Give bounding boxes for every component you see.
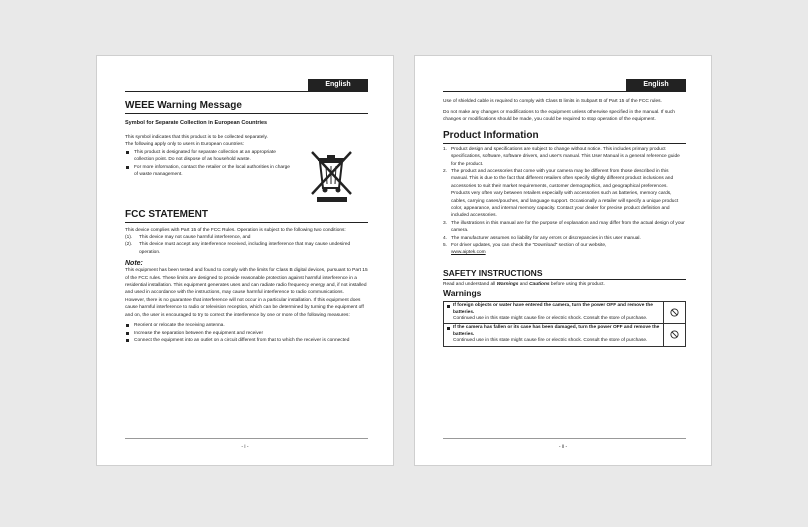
warning-detail-text: Continued use in this state might cause fire or electric shock. Consult the store of purchase. xyxy=(453,316,648,322)
list-item: (1). This device may not cause harmful interference, and xyxy=(125,234,251,240)
prohibited-icon xyxy=(664,302,686,324)
product-info-title: Product Information xyxy=(443,130,686,144)
crossed-out-wheelie-bin-icon xyxy=(304,148,360,204)
product-info-list xyxy=(443,146,686,257)
list-item: 5. For driver updates, you can check the "Download" section of our website, www.aiptek.com xyxy=(443,243,607,256)
weee-paragraph: The following apply only to users in European countries: xyxy=(125,142,244,148)
list-item: This product is designated for separate collection at an appropriate collection point. Do not dispose of as household waste. xyxy=(125,149,290,164)
prohibited-icon xyxy=(664,324,686,346)
warnings-title: Warnings xyxy=(443,288,482,299)
safety-title: SAFETY INSTRUCTIONS xyxy=(443,268,686,280)
header-rule xyxy=(125,91,368,92)
weee-subtitle: Symbol for Separate Collection in European Countries xyxy=(125,120,268,126)
warning-detail-text: Continued use in this state might cause fire or electric shock. Consult the store of purchase. xyxy=(453,338,648,344)
language-tab: English xyxy=(308,79,368,91)
weee-paragraph: This symbol indicates that this product is to be collected separately. xyxy=(125,135,268,140)
list-item: Increase the separation between the equipment and receiver xyxy=(125,330,368,337)
fcc-conditions-list xyxy=(125,234,368,256)
footer-rule xyxy=(125,438,368,439)
footer-rule xyxy=(443,438,686,439)
weee-title: WEEE Warning Message xyxy=(125,100,368,114)
weee-bullet-list xyxy=(125,149,290,179)
safety-intro: Read and understand all Warnings and Cautions before using this product. xyxy=(443,281,605,287)
table-row xyxy=(444,302,686,324)
list-item: 2. The product and accessories that come with your camera may be different from those described in this manual. This is due to the fact that different retailers often specify slightly different product inclusions and accessories to suit their market requirements, customer demographics, and geographical preferences. Products very often vary between retailers especially with accessories such as batteries, memory cards, cables, carrying cases/pouches, and language support. Occasionally a retailer will specify a unique product color, appearance, and internal memory capacity. Contact your dealer for precise product definition and included accessories. xyxy=(443,168,679,219)
warning-bold-text: If the camera has fallen or its case has been damaged, turn the power OFF and remove the batteries. xyxy=(447,325,660,338)
note-title: Note: xyxy=(125,260,143,268)
header-rule xyxy=(443,91,686,92)
right-page-content xyxy=(443,98,686,347)
page-number: - ii - xyxy=(558,444,568,450)
list-item: (2). This device must accept any interference received, including interference that may cause undesired operation. xyxy=(125,242,351,255)
manual-page-right xyxy=(414,55,712,466)
list-item: For more information, contact the retailer or the local authorities in charge of waste management. xyxy=(125,164,290,179)
note-paragraph: However, there is no guarantee that interference will not occur in a particular installation. If this equipment does cause harmful interference to radio or television reception, which can be determined by turning the equipment off and on, the user is encouraged to try to correct the interference by one or more of the following measures: xyxy=(125,297,364,318)
manual-page-left xyxy=(96,55,394,466)
warning-bold-text: If foreign objects or water have entered the camera, turn the power OFF and remove the batteries. xyxy=(447,303,660,316)
measures-list xyxy=(125,322,368,344)
list-item: Reorient or relocate the receiving antenna. xyxy=(125,322,368,329)
fcc-paragraph: This device complies with Part 15 of the FCC Rules. Operation is subject to the following two conditions: xyxy=(125,227,346,233)
weee-section xyxy=(125,134,368,204)
list-item: 3. The illustrations in this manual are for the purpose of explanation and may differ from the actual design of your camera. xyxy=(443,220,685,234)
list-item: 1. Product design and specifications are subject to change without notice. This includes primary product specifications, software, software drivers, and user's manual. This User Manual is a general reference guide for the product. xyxy=(443,146,680,167)
table-row xyxy=(444,324,686,346)
left-page-content xyxy=(125,100,368,345)
fcc-title: FCC STATEMENT xyxy=(125,209,368,223)
note-paragraph: This equipment has been tested and found to comply with the limits for Class B digital devices, pursuant to Part 15 of the FCC rules. These limits are designed to provide reasonable protection against harmful interference in a residential installation. This equipment generates uses and can radiate radio frequency energy and, if not installed and used in accordance with the instructions, may cause harmful interference to radio communications. xyxy=(125,268,368,296)
page-number: - i - xyxy=(241,444,249,450)
list-item: Connect the equipment into an outlet on a circuit different from that to which the receiver is connected xyxy=(125,337,368,344)
list-item: 4. The manufacturer assumes no liability for any errors or discrepancies in this user manual. xyxy=(443,235,641,241)
language-tab: English xyxy=(626,79,686,91)
intro-paragraph: Do not make any changes or modifications to the equipment unless otherwise specified in the manual. If such changes or modifications should be made, you could be required to stop operation of the equipment. xyxy=(443,109,675,123)
website-link[interactable]: www.aiptek.com xyxy=(451,250,486,256)
intro-paragraph: Use of shielded cable is required to comply with Class B limits in Subpart B of Part 15 of the FCC rules. xyxy=(443,99,662,104)
warnings-table xyxy=(443,301,686,346)
